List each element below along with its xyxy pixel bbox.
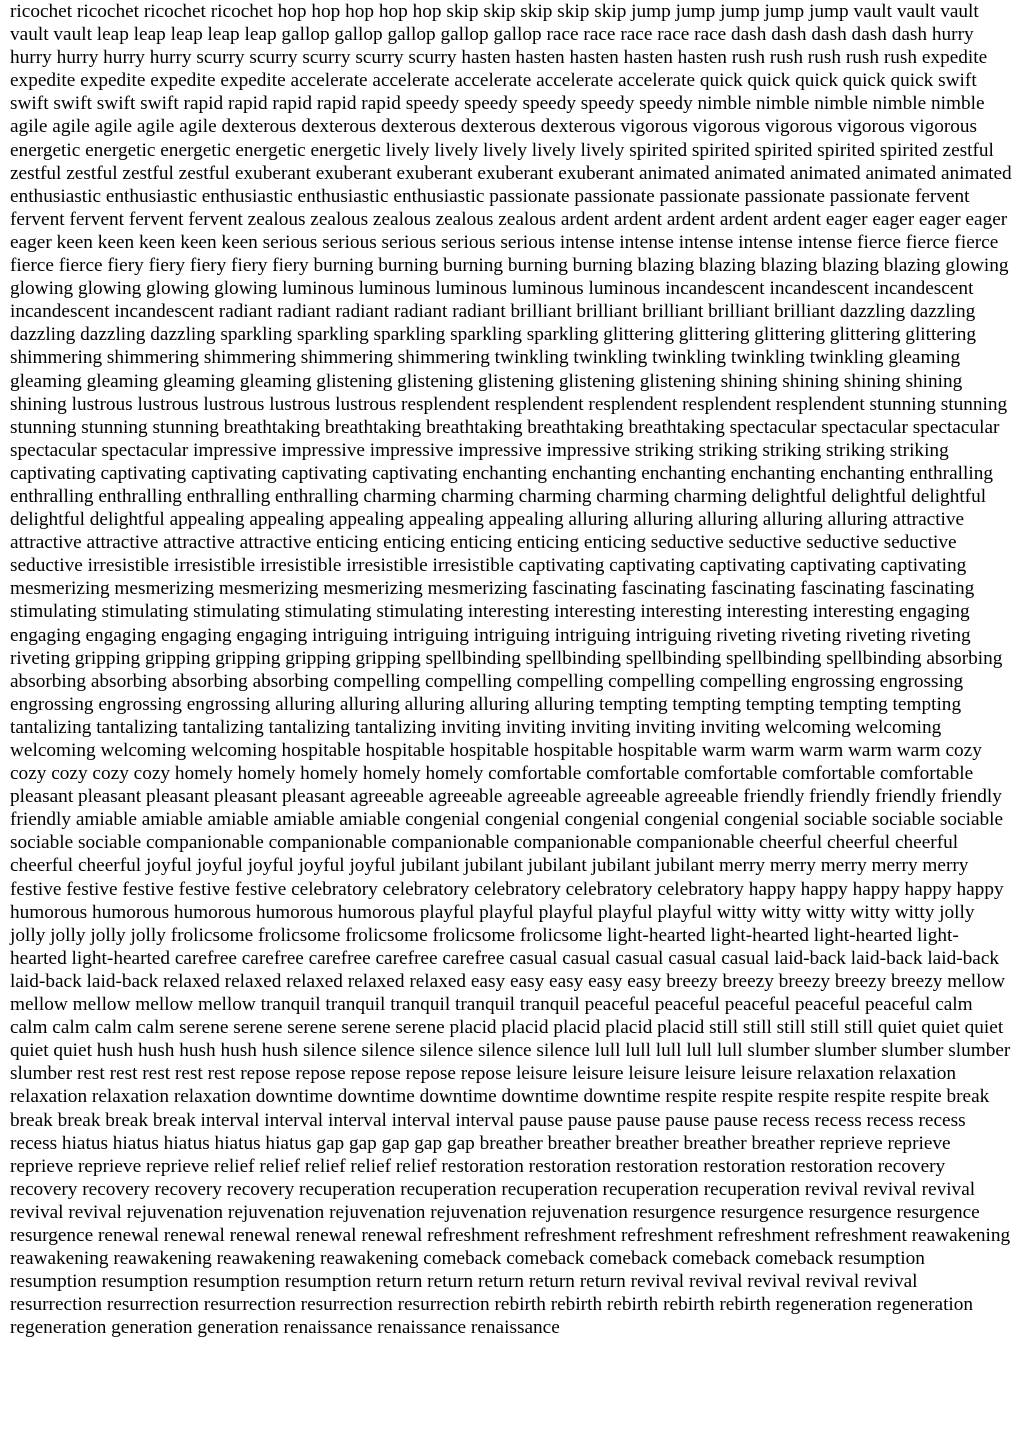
body-text: ricochet ricochet ricochet ricochet hop hop hop hop hop skip skip skip skip skip jump jump jump jump jump vault vault vault vault vault leap leap leap leap leap gallop gallop gallop gallop gallop race race race race race dash dash dash dash dash hurry hurry hurry hurry hurry scurry scurry scurry scurry scurry hasten hasten hasten hasten hasten rush rush rush rush rush expedite expedite expedite expedite expedite accelerate accelerate accelerate accelerate accelerate quick quick quick quick quick swift swift swift swift swift rapid rapid rapid rapid rapid speedy speedy speedy speedy speedy nimble nimble nimble nimble nimble agile agile agile agile agile dexterous dexterous dexterous dexterous dexterous vigorous vigorous vigorous vigorous vigorous energetic energetic energetic energetic energetic lively lively lively lively lively spirited spirited spirited spirited spirited zestful zestful zestful zestful zestful exuberant exuberant exuberant exuberant exuberant animated animated animated animated animated enthusiastic enthusiastic enthusiastic enthusiastic enthusiastic passionate passionate passionate passionate passionate fervent fervent fervent fervent fervent zealous zealous zealous zealous zealous ardent ardent ardent ardent ardent eager eager eager eager eager keen keen keen keen keen serious serious serious serious serious intense intense intense intense intense fierce fierce fierce fierce fierce fiery fiery fiery fiery fiery burning burning burning burning burning blazing blazing blazing blazing blazing glowing glowing glowing glowing glowing luminous luminous luminous luminous luminous incandescent incandescent incandescent incandescent incandescent radiant radiant radiant radiant radiant brilliant brilliant brilliant brilliant brilliant dazzling dazzling dazzling dazzling dazzling sparkling sparkling sparkling sparkling sparkling glittering glittering glittering glittering glittering shimmering shimmering shimmering shimmering shimmering twinkling twinkling twinkling twinkling twinkling gleaming gleaming gleaming gleaming gleaming glistening glistening glistening glistening glistening shining shining shining shining shining lustrous lustrous lustrous lustrous lustrous resplendent resplendent resplendent resplendent resplendent stunning stunning stunning stunning stunning breathtaking breathtaking breathtaking breathtaking breathtaking spectacular spectacular spectacular spectacular spectacular impressive impressive impressive impressive impressive striking striking striking striking striking captivating captivating captivating captivating captivating enchanting enchanting enchanting enchanting enchanting enthralling enthralling enthralling enthralling enthralling charming charming charming charming charming delightful delightful delightful delightful delightful appealing appealing appealing appealing appealing alluring alluring alluring alluring alluring attractive attractive attractive attractive attractive enticing enticing enticing enticing enticing seductive seductive seductive seductive seductive irresistible irresistible irresistible irresistible irresistible captivating captivating captivating captivating captivating mesmerizing mesmerizing mesmerizing mesmerizing mesmerizing fascinating fascinating fascinating fascinating fascinating stimulating stimulating stimulating stimulating stimulating interesting interesting interesting interesting interesting engaging engaging engaging engaging engaging intriguing intriguing intriguing intriguing intriguing riveting riveting riveting riveting riveting gripping gripping gripping gripping gripping spellbinding spellbinding spellbinding spellbinding spellbinding absorbing absorbing absorbing absorbing absorbing compelling compelling compelling compelling compelling engrossing engrossing engrossing engrossing engrossing alluring alluring alluring alluring alluring tempting tempting tempting tempting tempting tantalizing tantalizing tantalizing tantalizing tantalizing inviting inviting inviting inviting inviting welcoming welcoming welcoming welcoming welcoming hospitable hospitable hospitable hospitable hospitable warm warm warm warm warm cozy cozy cozy cozy cozy homely homely homely homely homely comfortable comfortable comfortable comfortable comfortable pleasant pleasant pleasant pleasant pleasant agreeable agreeable agreeable agreeable agreeable friendly friendly friendly friendly friendly amiable amiable amiable amiable amiable congenial congenial congenial congenial congenial sociable sociable sociable sociable sociable companionable companionable companionable companionable companionable cheerful cheerful cheerful cheerful cheerful joyful joyful joyful joyful joyful jubilant jubilant jubilant jubilant jubilant merry merry merry merry merry festive festive festive festive festive celebratory celebratory celebratory celebratory celebratory happy happy happy happy happy humorous humorous humorous humorous humorous playful playful playful playful playful witty witty witty witty witty jolly jolly jolly jolly jolly frolicsome frolicsome frolicsome frolicsome frolicsome light-hearted light-hearted light-hearted light-hearted light-hearted carefree carefree carefree carefree carefree casual casual casual casual casual laid-back laid-back laid-back laid-back laid-back relaxed relaxed relaxed relaxed relaxed easy easy easy easy easy breezy breezy breezy breezy breezy mellow mellow mellow mellow mellow tranquil tranquil tranquil tranquil tranquil peaceful peaceful peaceful peaceful peaceful calm calm calm calm calm serene serene serene serene serene placid placid placid placid placid still still still still still quiet quiet quiet quiet quiet hush hush hush hush hush silence silence silence silence silence lull lull lull lull lull slumber slumber slumber slumber slumber rest rest rest rest rest repose repose repose repose repose leisure leisure leisure leisure leisure relaxation relaxation relaxation relaxation relaxation downtime downtime downtime downtime downtime respite respite respite respite respite break break break break break interval interval interval interval interval pause pause pause pause pause recess recess recess recess recess hiatus hiatus hiatus hiatus hiatus gap gap gap gap gap breather breather breather breather breather reprieve reprieve reprieve reprieve reprieve relief relief relief relief relief restoration restoration restoration restoration restoration recovery recovery recovery recovery recovery recuperation recuperation recuperation recuperation recuperation revival revival revival revival revival rejuvenation rejuvenation rejuvenation rejuvenation rejuvenation resurgence resurgence resurgence resurgence resurgence renewal renewal renewal renewal renewal refreshment refreshment refreshment refreshment refreshment reawakening reawakening reawakening reawakening reawakening comeback comeback comeback comeback comeback resumption resumption resumption resumption resumption return return return return return revival revival revival revival revival resurrection resurrection resurrection resurrection resurrection rebirth rebirth rebirth rebirth rebirth regeneration regeneration regeneration generation generation renaissance renaissance renaissance xyxy=(10,1,1012,1339)
